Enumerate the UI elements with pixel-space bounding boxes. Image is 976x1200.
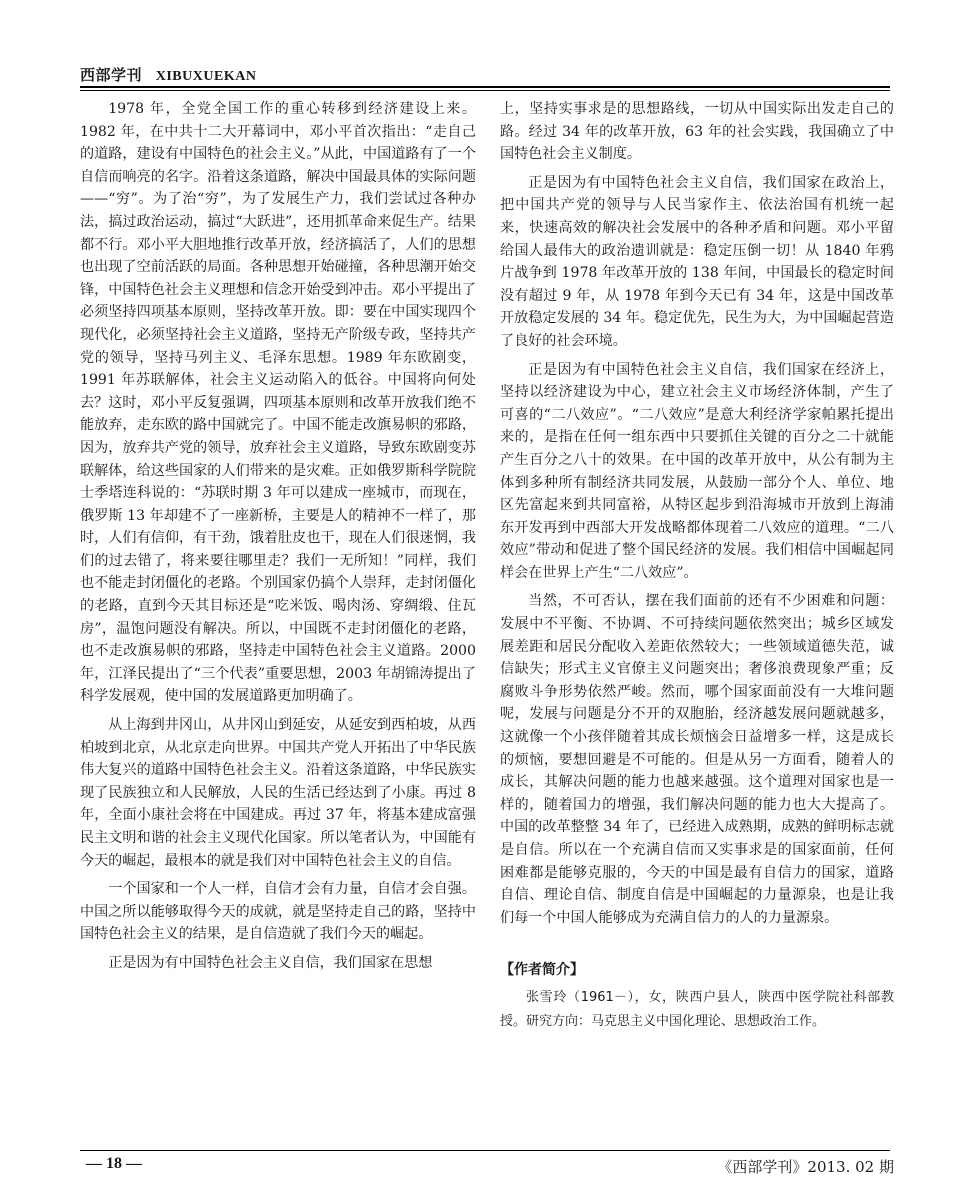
issue-label: 《西部学刊》2013. 02 期 [717, 1158, 894, 1176]
paragraph: 正是因为有中国特色社会主义自信，我们国家在政治上，把中国共产党的领导与人民当家作主、依法治国有机统一起来，快速高效的解决社会发展中的各种矛盾和问题。邓小平留给国人最伟大的政治遗训就是：稳定压倒一切！从 1840 年鸦片战争到 1978 年改革开放的 138 年间，中国最长的稳定时间没有超过 9 年，从 1978 年到今天已有 34 年，这是中国改革开放稳定发展的 34 年。稳定优先，民生为大，为中国崛起营造了良好的社会环境。 [500, 174, 894, 349]
journal-title-cn: 西部学刊 [80, 66, 143, 84]
paragraph: 正是因为有中国特色社会主义自信，我们国家在思想 [108, 954, 433, 971]
paragraph: 从上海到井冈山，从井冈山到延安，从延安到西柏坡，从西柏坡到北京，从北京走向世界。中国共产党人开拓出了中华民族伟大复兴的道路中国特色社会主义。沿着这条道路，中华民族实现了民族独立和人民解放，人民的生活已经达到了小康。再过 8 年，全面小康社会将在中国建成。再过 37 年，将基本建成富强民主文明和谐的社会主义现代化国家。所以笔者认为，中国能有今天的崛起，最根本的就是我们对中国特色社会主义的自信。 [80, 717, 476, 869]
author-bio-text: 张雪玲（1961－），女，陕西户县人，陕西中医学院社科部教授。研究方向：马克思主义中国化理论、思想政治工作。 [500, 989, 894, 1029]
page-number: — 18 — [86, 1155, 142, 1172]
paragraph: 当然，不可否认，摆在我们面前的还有不少困难和问题：发展中不平衡、不协调、不可持续问题依然突出；城乡区域发展差距和居民分配收入差距依然较大；一些领域道德失范，诚信缺失；形式主义官僚主义问题突出；奢侈浪费现象严重；反腐败斗争形势依然严峻。然而，哪个国家面前没有一大堆问题呢，发展与问题是分不开的双胞胎，经济越发展问题就越多，这就像一个小孩伴随着其成长烦恼会日益增多一样，这是成长的烦恼，要想回避是不可能的。但是从另一方面看，随着人的成长，其解决问题的能力也越来越强。这个道理对国家也是一样的，随着国力的增强，我们解决问题的能力也大大提高了。中国的改革整整 34 年了，已经进入成熟期，成熟的鲜明标志就是自信。所以在一个充满自信而又实事求是的国家面前，任何困难都是能够克服的，今天的中国是最有自信力的国家，道路自信、理论自信、制度自信是中国崛起的力量源泉，也是让我们每一个中国人能够成为充满自信力的人的力量源泉。 [500, 593, 894, 926]
left-column [80, 98, 476, 981]
paragraph: 上，坚持实事求是的思想路线，一切从中国实际出发走自己的路。经过 34 年的改革开放，63 年的社会实践，我国确立了中国特色社会主义制度。 [500, 101, 894, 163]
paragraph: 正是因为有中国特色社会主义自信，我们国家在经济上，坚持以经济建设为中心，建立社会主义市场经济体制，产生了可喜的“二八效应”。“二八效应”是意大利经济学家帕累托提出来的，是指在任何一组东西中只要抓住关键的百分之二十就能产生百分之八十的效果。在中国的改革开放中，从公有制为主体到多种所有制经济共同发展，从鼓励一部分个人、单位、地区先富起来到共同富裕，从特区起步到沿海城市开放到上海浦东开发再到中西部大开发战略都体现着二八效应的道理。“二八效应”带动和促进了整个国民经济的发展。我们相信中国崛起同样会在世界上产生“二八效应”。 [500, 361, 894, 581]
author-bio-title: 【作者简介】 [500, 962, 584, 979]
paragraph: 一个国家和一个人一样，自信才会有力量，自信才会自强。中国之所以能够取得今天的成就，就是坚持走自己的路，坚持中国特色社会主义的结果，是自信造就了我们今天的崛起。 [80, 881, 476, 943]
running-header [80, 64, 256, 85]
header-rule [80, 86, 890, 91]
footer-rule [80, 1150, 890, 1151]
journal-title-en: XIBUXUEKAN [155, 69, 257, 84]
right-column [500, 98, 894, 1040]
paragraph: 1978 年，全党全国工作的重心转移到经济建设上来。1982 年，在中共十二大开幕词中，邓小平首次指出：“走自己的道路，建设有中国特色的社会主义。”从此，中国道路有了一个自信而响亮的名字。沿着这条道路，解决中国最具体的实际问题——“穷”。为了治“穷”，为了发展生产力，我们尝试过各种办法，搞过政治运动，搞过“大跃进”，还用抓革命来促生产。结果都不行。邓小平大胆地推行改革开放，经济搞活了，人们的思想也出现了空前活跃的局面。各种思想开始碰撞，各种思潮开始交锋，中国特色社会主义理想和信念开始受到冲击。邓小平提出了必须坚持四项基本原则，坚持改革开放。即：要在中国实现四个现代化，必须坚持社会主义道路，坚持无产阶级专政，坚持共产党的领导，坚持马列主义、毛泽东思想。1989 年东欧剧变，1991 年苏联解体，社会主义运动陷入的低谷。中国将向何处去？这时，邓小平反复强调，四项基本原则和改革开放我们绝不能放弃，走东欧的路中国就完了。中国不能走改旗易帜的邪路，因为，放弃共产党的领导，放弃社会主义道路，导致东欧剧变苏联解体，给这些国家的人们带来的是灾难。正如俄罗斯科学院院士季塔连科说的：“苏联时期 3 年可以建成一座城市，而现在，俄罗斯 13 年却建不了一座新桥，主要是人的精神不一样了，那时，人们有信仰，有干劲，饿着肚皮也干，现在人们很迷惘，我们的过去错了，将来要往哪里走？我们一无所知！”同样，我们也不能走封闭僵化的老路。个别国家仍搞个人崇拜，走封闭僵化的老路，直到今天其目标还是“吃米饭、喝肉汤、穿绸缎、住瓦房”，温饱问题没有解决。所以，中国既不走封闭僵化的老路，也不走改旗易帜的邪路，坚持走中国特色社会主义道路。2000 年，江泽民提出了“三个代表”重要思想，2003 年胡锦涛提出了科学发展观，使中国的发展道路更加明确了。 [80, 101, 476, 705]
